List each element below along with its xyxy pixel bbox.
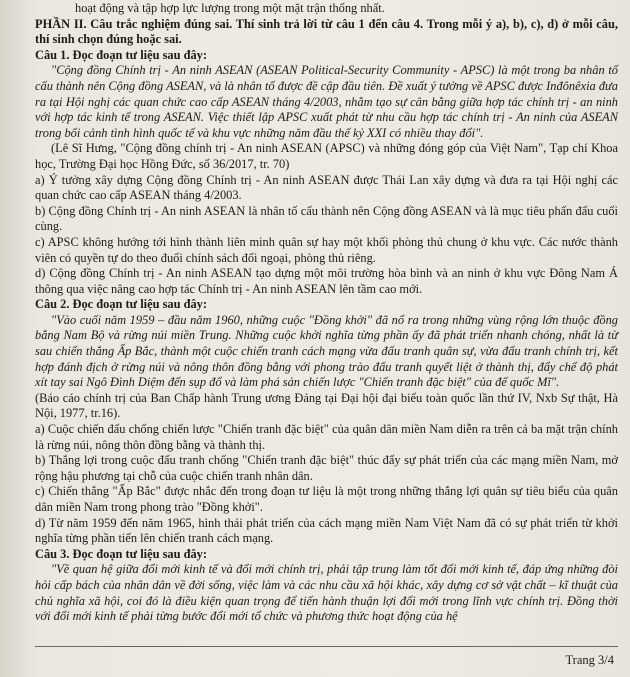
q1-source: (Lê Sĩ Hưng, "Cộng đồng chính trị - An ninh ASEAN (APSC) và những đóng góp của Việt Nam", Tạp chí Khoa học, Trường Đại học Hồng Đức, số 36/2017, tr. 70) — [35, 141, 618, 171]
q1-option-a: a) Ý tưởng xây dựng Cộng đồng Chính trị - An ninh ASEAN được Thái Lan xây dựng và đưa ra tại Hội nghị các quan chức cao cấp ASEAN tháng 4/2003. — [35, 172, 618, 203]
q2-source: (Báo cáo chính trị của Ban Chấp hành Trung ương Đảng tại Đại hội đại biểu toàn quốc lần thứ IV, Nxb Sự thật, Hà Nội, 1977, tr.16). — [35, 390, 618, 421]
q2-option-a: a) Cuộc chiến đấu chống chiến lược "Chiến tranh đặc biệt" của quân dân miền Nam diễn ra trên cả ba mặt trận chính là rừng núi, nông thôn đồng bằng và thành thị. — [35, 422, 618, 452]
q2-option-c: c) Chiến thắng "Ấp Bắc" được nhắc đến trong đoạn tư liệu là một trong những thắng lợi quân sự tiêu biểu của quân dân miền Nam trong phong trào "Đồng khởi". — [35, 484, 618, 514]
q2-option-b: b) Thắng lợi trong cuộc đấu tranh chống "Chiến tranh đặc biệt" thúc đẩy sự phát triển của các mạng miền Nam, mở rộng hậu phương tại chỗ của cuộc chiến tranh nhân dân. — [35, 453, 618, 483]
page-number: Trang 3/4 — [565, 653, 614, 667]
q2-intro: Câu 2. Đọc đoạn tư liệu sau đây: — [35, 297, 207, 312]
q2-passage: "Vào cuối năm 1959 – đầu năm 1960, những cuộc "Đồng khởi" đã nổ ra trong những vùng rộng lớn thuộc đồng bằng Nam Bộ và rừng núi miền Trung. Những cuộc khởi nghĩa từng phần ấy đã phát triển nhanh chóng, nhất là từ sau chiến thắng Ấp Bắc, thành một cuộc chiến tranh cách mạng vừa đấu tranh quân sự, vừa đấu tranh chính trị, kết hợp đánh địch ở rừng núi và nông thôn đồng bằng với phong trào đấu tranh quyết liệt ở thành thị, đẩy chế độ phát xít tay sai Ngô Đình Diệm đến sụp đổ và làm phá sản chiến lược "Chiến tranh đặc biệt" của đế quốc Mĩ". — [35, 312, 618, 390]
q3-passage: "Về quan hệ giữa đổi mới kinh tế và đổi mới chính trị, phải tập trung làm tốt đổi mới kinh tế, đáp ứng những đòi hỏi cấp bách của nhân dân về đời sống, việc làm và các nhu cầu xã hội khác, xây dựng cơ sở vật chất – kĩ thuật của chủ nghĩa xã hội, coi đó là điều kiện quan trọng để tiến hành thuận lợi đổi mới trong lĩnh vực chính trị. Đồng thời với đổi mới kinh tế phải từng bước đổi mới tổ chức và phương thức hoạt động của hệ — [35, 562, 618, 624]
q1-intro: Câu 1. Đọc đoạn tư liệu sau đây: — [35, 47, 207, 62]
part-heading: PHẦN II. Câu trắc nghiệm đúng sai. Thí sinh trả lời từ câu 1 đến câu 4. Trong mỗi ý a), b), c), d) ở mỗi câu, thí sinh chọn đúng hoặc sai. — [35, 16, 618, 47]
q1-option-d: d) Cộng đồng Chính trị - An ninh ASEAN tạo dựng một môi trường hòa bình và an ninh ở khu vực Đông Nam Á thông qua việc nâng cao hợp tác Chính trị - An ninh ASEAN lên tầm cao mới. — [35, 266, 618, 296]
q1-option-b: b) Cộng đồng Chính trị - An ninh ASEAN là nhân tố cấu thành nên Cộng đồng ASEAN và là mục tiêu phấn đấu cuối cùng. — [35, 203, 618, 234]
q2-option-d: d) Từ năm 1959 đến năm 1965, hình thái phát triển của cách mạng miền Nam Việt Nam đã có sự phát triển từ khởi nghĩa từng phần tiến lên chiến tranh cách mạng. — [35, 515, 618, 546]
q1-passage: "Cộng đồng Chính trị - An ninh ASEAN (ASEAN Political-Security Community - APSC) là một trong ba nhân tố cấu thành nên Cộng đồng ASEAN, và là nhân tố được đề cập đầu tiên. Đề xuất ý tưởng về APSC được Inđônêxia đưa ra tại Hội nghị các quan chức cao cấp ASEAN tháng 4/2003, nhằm tạo sự cân bằng giữa hợp tác chính trị - an ninh với hợp tác kinh tế trong ASEAN. Việc thiết lập APSC xuất phát từ nhu cầu hợp tác chính trị - An ninh của ASEAN trong bối cảnh tình hình quốc tế và khu vực những năm đầu thế kỷ XXI có nhiều thay đổi". — [35, 63, 618, 140]
q1-option-c: c) APSC không hướng tới hình thành liên minh quân sự hay một khối phòng thủ chung ở khu vực. Các nước thành viên có quyền tự do theo đuổi chính sách đối ngoại, phòng thủ riêng. — [35, 234, 618, 265]
top-line: hoạt động và tập hợp lực lượng trong một mặt trận thống nhất. — [75, 1, 385, 15]
page-footer — [35, 646, 618, 677]
q3-intro: Câu 3. Đọc đoạn tư liệu sau đây: — [35, 546, 207, 561]
